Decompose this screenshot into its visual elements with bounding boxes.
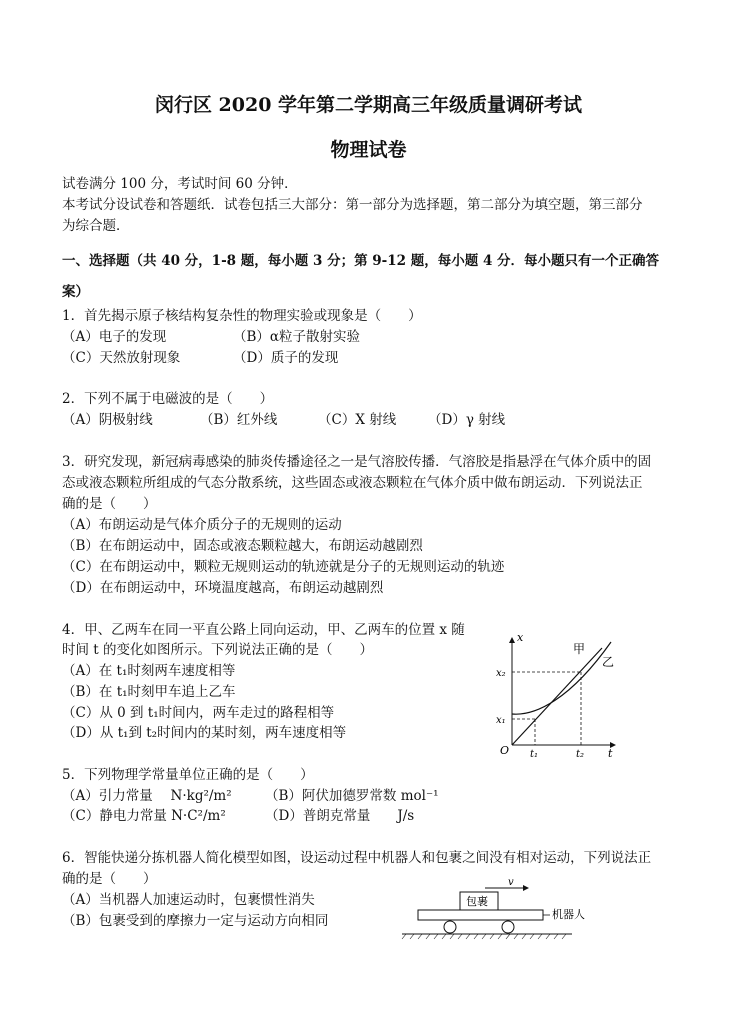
q6-option-a: （A）当机器人加速运动时，包裹惯性消失	[62, 892, 315, 908]
intro-line-2: 本考试分设试卷和答题纸．试卷包括三大部分：第一部分为选择题，第二部分为填空题，第三部分	[62, 197, 643, 213]
jia-label: 甲	[573, 642, 586, 656]
origin-label: O	[500, 744, 510, 757]
q2-option-c: （C）X 射线	[318, 412, 397, 428]
exam-title: 闵行区 2020 学年第二学期高三年级质量调研考试	[154, 94, 583, 116]
q6-option-b: （B）包裹受到的摩擦力一定与运动方向相同	[62, 913, 329, 929]
x2-label: x₂	[496, 668, 506, 679]
q3-stem-line-1: 3．研究发现，新冠病毒感染的肺炎传播途径之一是气溶胶传播．气溶胶是指悬浮在气体介质中的固	[62, 454, 652, 470]
q6-stem-line-2: 确的是（ ）	[62, 871, 157, 887]
q4-option-c: （C）从 0 到 t₁时间内，两车走过的路程相等	[62, 705, 335, 721]
q4-stem-line-2: 时间 t 的变化如图所示。下列说法正确的是（ ）	[62, 642, 374, 658]
right-wheel	[502, 921, 514, 933]
velocity-label: v	[508, 877, 514, 888]
q6-robot-figure	[400, 876, 600, 942]
q1-stem: 1．首先揭示原子核结构复杂性的物理实验或现象是（ ）	[62, 308, 422, 324]
q4-xt-graph	[490, 630, 625, 760]
t-axis-label: t	[608, 747, 613, 760]
q1-option-b: （B）α粒子散射实验	[233, 329, 361, 345]
x-axis-label: x	[517, 631, 524, 644]
q4-option-a: （A）在 t₁时刻两车速度相等	[62, 663, 236, 679]
q3-option-b: （B）在布朗运动中，固态或液态颗粒越大，布朗运动越剧烈	[62, 538, 423, 554]
robot-label: 机器人	[552, 908, 585, 921]
t2-label: t₂	[576, 749, 585, 760]
jia-line	[512, 648, 602, 745]
q5-option-d: （D）普朗克常量 J/s	[265, 808, 415, 824]
intro-line-3: 为综合题．	[62, 218, 130, 234]
package-label: 包裹	[466, 895, 488, 908]
q6-stem-line-1: 6．智能快递分拣机器人简化模型如图，设运动过程中机器人和包裹之间没有相对运动，下列说法正	[62, 850, 652, 866]
q5-option-c: （C）静电力常量 N·C²/m²	[62, 808, 226, 824]
q2-option-b: （B）红外线	[200, 412, 278, 428]
q5-stem: 5．下列物理学常量单位正确的是（ ）	[62, 767, 314, 783]
left-wheel	[444, 921, 456, 933]
q3-option-a: （A）布朗运动是气体介质分子的无规则的运动	[62, 517, 342, 533]
q3-option-d: （D）在布朗运动中，环境温度越高，布朗运动越剧烈	[62, 580, 384, 596]
q3-stem-line-2: 态或液态颗粒所组成的气态分散系统，这些固态或液态颗粒在气体介质中做布朗运动．下列说法正	[62, 475, 643, 491]
robot-platform	[418, 910, 543, 920]
q5-option-b: （B）阿伏加德罗常数 mol⁻¹	[265, 788, 439, 804]
intro-line-1: 试卷满分 100 分，考试时间 60 分钟．	[62, 176, 298, 192]
yi-label: 乙	[602, 655, 615, 669]
section-heading-cont: 案）	[62, 284, 89, 300]
q5-option-a: （A）引力常量 N·kg²/m²	[62, 788, 232, 804]
ground-hatch	[402, 934, 566, 939]
q4-option-b: （B）在 t₁时刻甲车追上乙车	[62, 684, 236, 700]
t1-label: t₁	[530, 749, 539, 760]
q3-option-c: （C）在布朗运动中，颗粒无规则运动的轨迹就是分子的无规则运动的轨迹	[62, 559, 505, 575]
x1-label: x₁	[496, 715, 506, 726]
q2-stem: 2．下列不属于电磁波的是（ ）	[62, 391, 274, 407]
section-heading: 一、选择题（共 40 分，1-8 题，每小题 3 分；第 9-12 题，每小题 4 分．每小题只有一个正确答	[62, 253, 660, 269]
exam-subtitle: 物理试卷	[330, 139, 407, 161]
q3-stem-line-3: 确的是（ ）	[62, 496, 157, 512]
q2-option-a: （A）阴极射线	[62, 412, 153, 428]
q4-option-d: （D）从 t₁到 t₂时间内的某时刻，两车速度相等	[62, 725, 347, 741]
q1-option-a: （A）电子的发现	[62, 329, 167, 345]
yi-curve	[512, 642, 611, 714]
q4-stem-line-1: 4．甲、乙两车在同一平直公路上同向运动，甲、乙两车的位置 x 随	[62, 622, 465, 638]
q2-option-d: （D）γ 射线	[428, 412, 506, 428]
q1-option-c: （C）天然放射现象	[62, 350, 181, 366]
q1-option-d: （D）质子的发现	[233, 350, 339, 366]
